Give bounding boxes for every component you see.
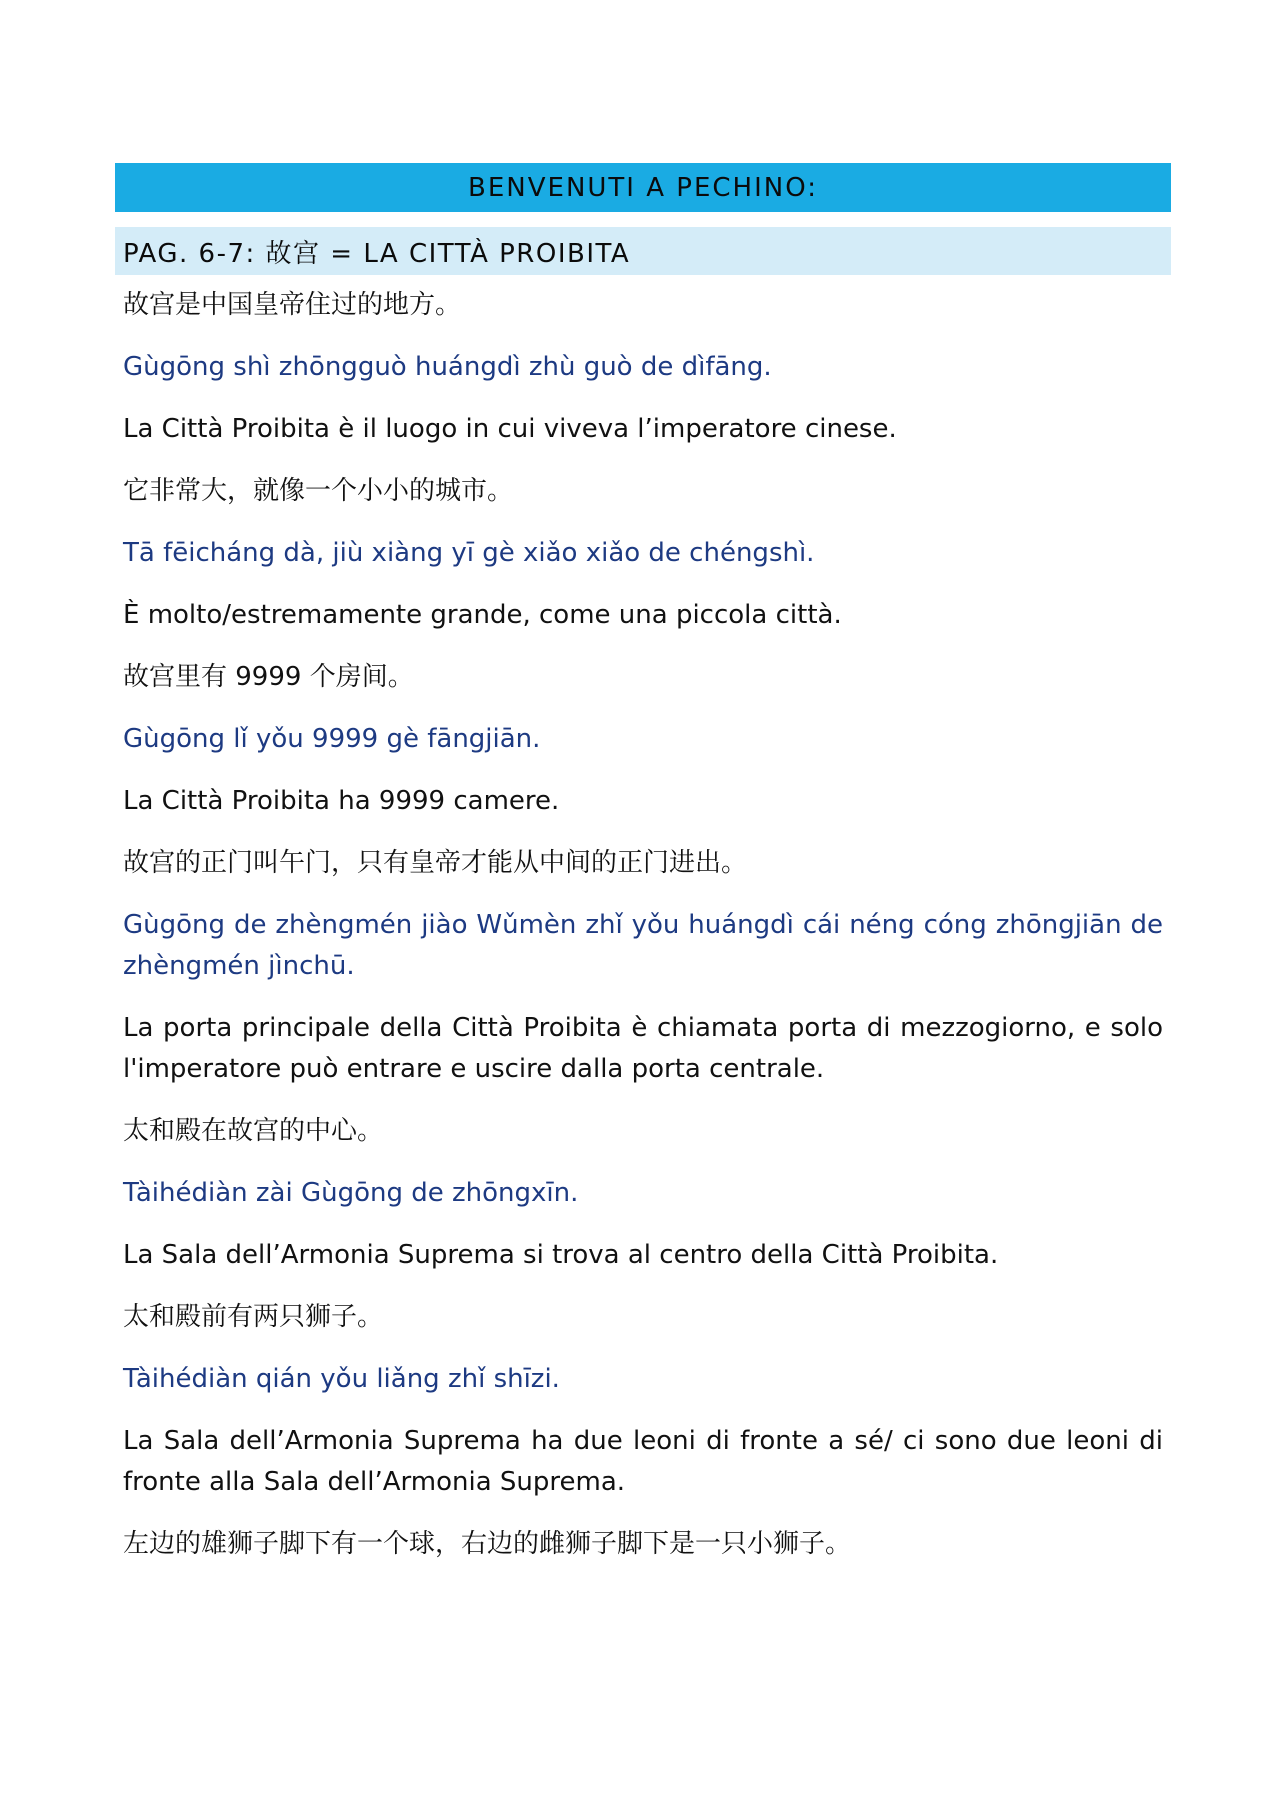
chinese-sentence: 故宫的正门叫午门，只有皇帝才能从中间的正门进出。 [123, 848, 748, 878]
pinyin-sentence: Tā fēicháng dà, jiù xiàng yī gè xiǎo xiǎo de chéngshì. [123, 538, 815, 568]
italian-translation: La Città Proibita ha 9999 camere. [123, 786, 560, 816]
chinese-sentence: 太和殿在故宫的中心。 [123, 1116, 384, 1146]
italian-translation: La Sala dell’Armonia Suprema si trova al centro della Città Proibita. [123, 1240, 999, 1270]
chinese-sentence: 太和殿前有两只狮子。 [123, 1302, 384, 1332]
chinese-sentence: 左边的雄狮子脚下有一个球，右边的雌狮子脚下是一只小狮子。 [123, 1529, 852, 1559]
pinyin-sentence: Gùgōng shì zhōngguò huángdì zhù guò de dìfāng. [123, 352, 772, 382]
lesson-content [115, 285, 1171, 1565]
italian-translation: È molto/estremamente grande, come una piccola città. [123, 600, 842, 630]
document-page [115, 163, 1171, 1565]
chinese-sentence: 它非常大，就像一个小小的城市。 [123, 476, 514, 506]
chinese-sentence: 故宫里有 9999 个房间。 [123, 662, 414, 692]
pinyin-sentence: Tàihédiàn qián yǒu liǎng zhǐ shīzi. [123, 1364, 560, 1394]
section-heading: PAG. 6-7: 故宫 = LA CITTÀ PROIBITA [115, 227, 1171, 275]
pinyin-sentence: Gùgōng de zhèngmén jiào Wǔmèn zhǐ yǒu huángdì cái néng cóng zhōngjiān de zhèngmén jìnchū. [123, 910, 1163, 981]
italian-translation: La porta principale della Città Proibita è chiamata porta di mezzogiorno, e solo l'imperatore può entrare e uscire dalla porta centrale. [123, 1013, 1163, 1084]
document-title: BENVENUTI A PECHINO: [115, 163, 1171, 212]
chinese-sentence: 故宫是中国皇帝住过的地方。 [123, 290, 462, 320]
pinyin-sentence: Tàihédiàn zài Gùgōng de zhōngxīn. [123, 1178, 579, 1208]
pinyin-sentence: Gùgōng lǐ yǒu 9999 gè fāngjiān. [123, 724, 541, 754]
italian-translation: La Città Proibita è il luogo in cui viveva l’imperatore cinese. [123, 414, 897, 444]
italian-translation: La Sala dell’Armonia Suprema ha due leoni di fronte a sé/ ci sono due leoni di fronte alla Sala dell’Armonia Suprema. [123, 1426, 1163, 1497]
